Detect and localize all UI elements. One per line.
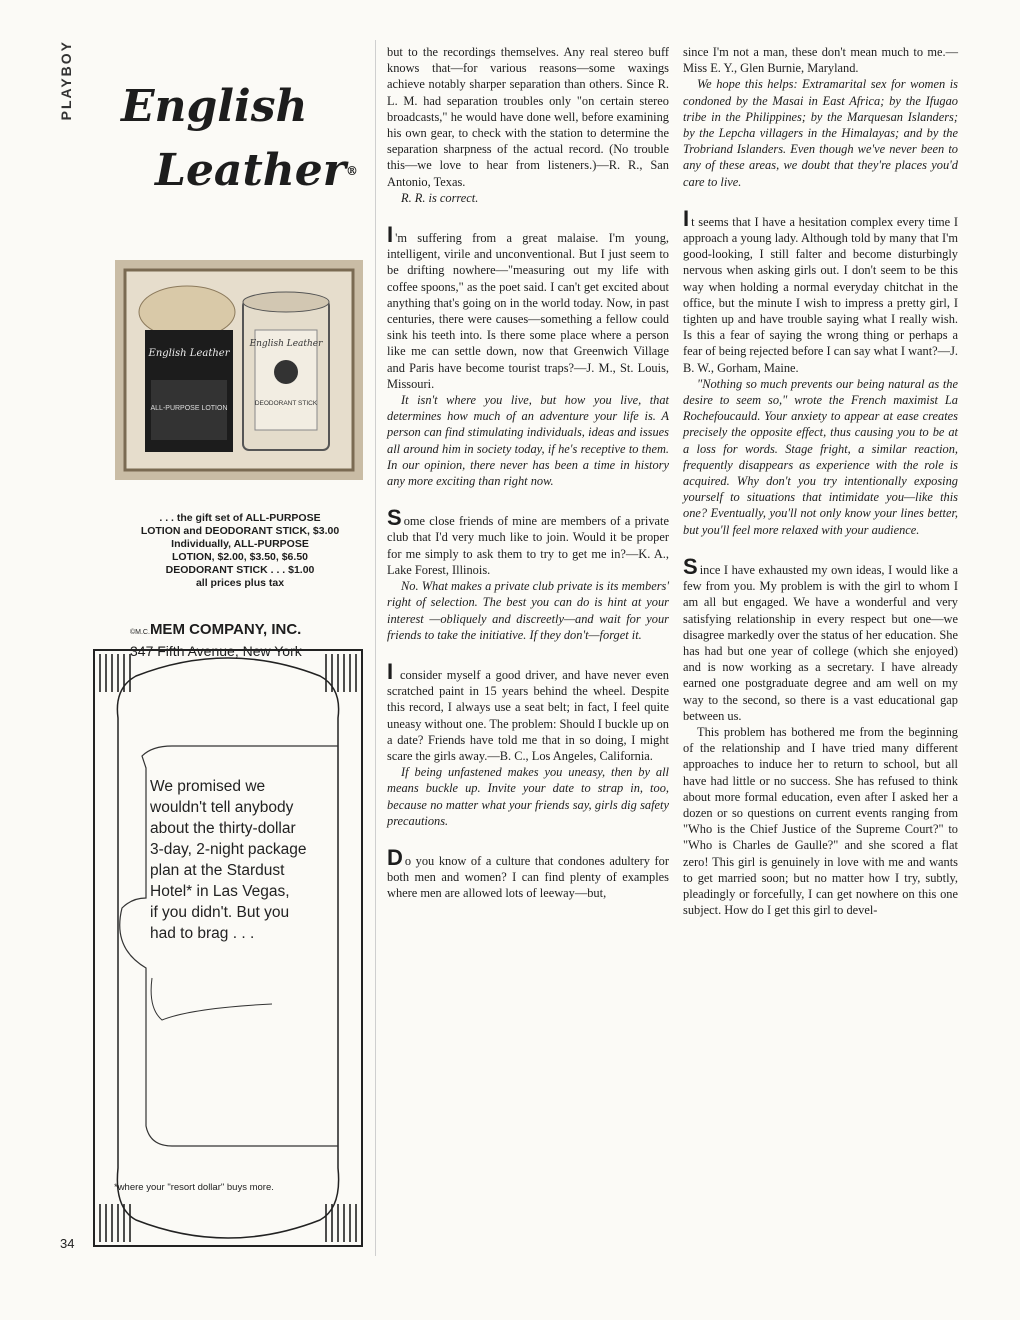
column-rule xyxy=(375,40,376,1256)
letter-text: but to the recordings themselves. Any real stereo buff knows that—for various reasons—some waxings achieve notably sharper separation than others. Since R. L. M. had separation troubles only "on certain stereo broadcasts," he would have done well, before examining his own gear, to check with the station to determine the separation sharpness of the actual record. (No trouble this—we love to hear from listeners.)—R. R., San Antonio, Texas. xyxy=(387,45,669,189)
advisor-column-2 xyxy=(683,44,958,918)
brand-title-line1: English xyxy=(121,81,308,132)
masthead: PLAYBOY xyxy=(58,40,74,121)
box-right-product: DEODORANT STICK xyxy=(254,400,318,407)
company-mark: ©M.C. xyxy=(130,629,150,636)
letter-text: It seems that I have a hesitation complex every time I approach a young lady. Although told by many that I'm good-looking, I still falter and become disturbingly nervous when asking girls out. I don't seem to be this way when holding a normal everyday chitchat in the office, but the minute I wish to impress a pretty girl, I tighten up and have trouble saying what I really wish. Is this a fear of saying the wrong thing or perhaps a fear of being rejected before I can say what I want?—J. B. W., Gorham, Maine. xyxy=(683,205,958,375)
ornate-frame xyxy=(92,648,364,1248)
drop-cap: I xyxy=(387,658,394,684)
brand-title-line2: Leather® xyxy=(155,145,358,196)
drop-cap: S xyxy=(683,553,698,579)
drop-cap: D xyxy=(387,844,403,870)
box-right-label: English Leather xyxy=(249,339,323,349)
letter-text: This problem has bothered me from the beginning of the relationship and I have tried many different approaches to induce her to return to school, but all have had little or no success. She has refused to think about more formal education, even after I asked her a dozen or so questions on current events ranging from "Who is the Chief Justice of the Supreme Court?" to "Who is Charles de Gaulle?" and she scored a flat zero! This girl is genuinely in love with me and wants to get married soon; but no matter how I try, subtly, pleadingly or forcefully, I can get nowhere on this one subject. How do I get this girl to devel- xyxy=(683,724,958,918)
answer-text: No. What makes a private club private is its members' right of selection. The best you can do is hint at your interest —obliquely and discreetly—and wait for your friends to take the initiative. If they don't—forget it. xyxy=(387,579,669,642)
advisor-column-1 xyxy=(387,44,669,902)
gift-set-copy: . . . the gift set of ALL-PURPOSE LOTION and DEODORANT STICK, $3.00 Individually, ALL-PURPOSE LOTION, $2.00, $3.50, $6.50 DEODORANT STICK . . . $1.00 all prices plus tax xyxy=(140,512,340,589)
answer-text: If being unfastened makes you uneasy, then by all means buckle up. Invite your date to strap in, too, because no matter what your friends say, girls dig safety precautions. xyxy=(387,765,669,828)
page-number: 34 xyxy=(60,1236,75,1251)
answer-text: It isn't where you live, but how you live, that determines how much of an adventure your life is. A person can find stimulating individuals, ideas and issues all around him in society today, if he's receptive to them. In our opinion, there never has been a time in history any more exciting than right now. xyxy=(387,393,669,489)
registered-mark: ® xyxy=(345,164,358,178)
stardust-footnote: *where your "resort dollar" buys more. xyxy=(114,1182,274,1193)
stardust-hotel-ad xyxy=(92,648,364,1248)
drop-cap: S xyxy=(387,505,402,531)
drop-cap: I xyxy=(387,222,394,248)
letter-text: I 'm suffering from a great malaise. I'm young, intelligent, virile and unconventional. But I just seem to be drifting nowhere—"measuring out my life with coffee spoons," as the poet said. I can't get excited about anything that's going on in the world today. Now, in past centuries, there were causes—something a fellow could sink his teeth into. Is there some place where a person like me can settle down, now that Greenwich Village and Paris have become tourist traps?—J. M., St. Louis, Missouri. xyxy=(387,222,669,391)
answer-text: We hope this helps: Extramarital sex for women is condoned by the Masai in East Africa; by the Ifugao tribe in the Philippines; by the Marquesan Islanders; by the Lepcha villagers in the Himalayas; and by the Trobriand Islanders. Even though we've never been to any of these areas, we doubt that they're places you'd care to live. xyxy=(683,77,958,189)
stardust-copy: We promised we wouldn't tell anybody about the thirty-dollar 3-day, 2-night package plan at the Stardust Hotel* in Las Vegas, if you didn't. But you had to brag . . . xyxy=(150,778,307,942)
box-left-label: English Leather xyxy=(148,348,230,359)
drop-cap: I xyxy=(683,205,690,231)
answer-text: R. R. is correct. xyxy=(401,190,479,205)
company-name: MEM COMPANY, INC. xyxy=(149,621,302,638)
letter-text: since I'm not a man, these don't mean much to me.—Miss E. Y., Glen Burnie, Maryland. xyxy=(683,45,958,76)
letter-text: I consider myself a good driver, and have never even scratched paint in 15 years behind the wheel. Despite this record, I always use a seat belt; in fact, I feel quite uneasy without one. The problem: Should I buckle up on a date? Friends have told me that in so doing, I might scare the girls away.—B. C., Los Angeles, California. xyxy=(387,658,669,763)
answer-text: "Nothing so much prevents our being natural as the desire to seem so," wrote the French maximist La Rochefoucauld. Your anxiety to appear at ease creates precisely the opposite effect, thus causing you to be at a loss for words. Stage fright, a similar reaction, frequently disappears as experience with the role is acquired. Why don't you try intentionally exposing yourself to situations that intimidate you—like this one? Eventually, you'll not only know your lines better, but you'll feel more relaxed with your audience. xyxy=(683,376,958,537)
letter-text: Since I have exhausted my own ideas, I would like a few from you. My problem is with the girl to whom I am all but engaged. We have a wonderful and very satisfying relationship in every respect but one—we disagree markedly over the status of her education. She has had but one year of college (which she enjoyed) and is now working as a secretary. I have already earned one postgraduate degree and am well on my way to the second, so there is a vast educational gap between us. xyxy=(683,553,958,723)
company-address: 347 Fifth Avenue, New York xyxy=(130,643,302,659)
letter-text: Do you know of a culture that condones adultery for both men and women? I can find plenty of examples where men are allowed lots of leeway—but, xyxy=(387,844,669,901)
gift-set-photo xyxy=(115,260,363,480)
box-left-product: ALL-PURPOSE LOTION xyxy=(150,405,228,412)
english-leather-ad xyxy=(95,40,365,659)
letter-text: Some close friends of mine are members of a private club that I'd very much like to join. Would it be proper for me simply to ask them to try to get me in?—K. A., Lake Forest, Illinois. xyxy=(387,505,669,577)
